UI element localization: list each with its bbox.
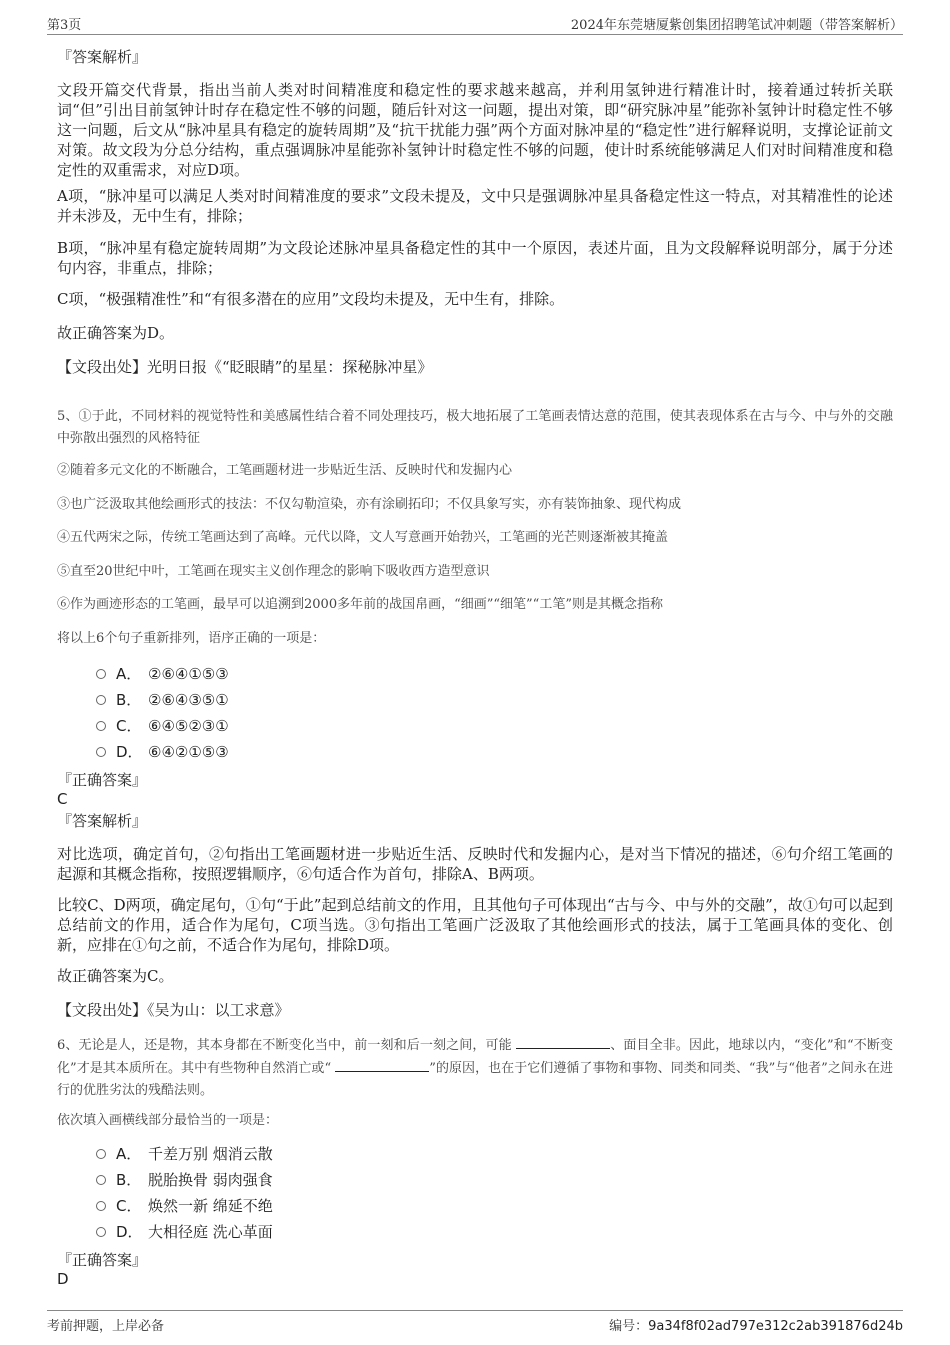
radio-button[interactable] — [96, 721, 106, 731]
q4-analysis-paragraph-1: 文段开篇交代背景，指出当前人类对时间精准度和稳定性的要求越来越高，并利用氢钟进行精准计时，接着通过转折关联词“但”引出目前氢钟计时存在稳定性不够的问题，随后针对这一问题，提出对策，即“研究脉冲星”能弥补氢钟计时稳定性不够这一问题，后文从“脉冲星具有稳定的旋转周期”及“抗干扰能力强”两个方面对脉冲星的“稳定性”进行解释说明，支撑论证前文对策。故文段为分总分结构，重点强调脉冲星能弥补氢钟计时稳定性不够的问题，使计时系统能够满足人们对时间精准度和稳定性的双重需求，对应D项。 — [57, 81, 893, 179]
q5-analysis-label: 『答案解析』 — [57, 812, 148, 830]
q5-sentence-3: ③也广泛汲取其他绘画形式的技法：不仅勾勒渲染，亦有涂刷拓印；不仅具象写实，亦有装饰抽象、现代构成 — [57, 497, 682, 512]
q5-option-a[interactable]: A． ②⑥④①⑤③ — [96, 663, 229, 685]
radio-button[interactable] — [96, 1149, 106, 1159]
answer-blank-2 — [335, 1057, 429, 1072]
q5-correct-answer: C — [57, 790, 68, 808]
document-id: 编号：9a34f8f02ad797e312c2ab391876d24b — [609, 1319, 903, 1334]
q6-option-a[interactable]: A． 千差万别 烟消云散 — [96, 1143, 273, 1165]
q4-source: 【文段出处】光明日报《“眨眼睛”的星星：探秘脉冲星》 — [57, 358, 433, 376]
q6-stem: 6、无论是人，还是物，其本身都在不断变化当中，前一刻和后一刻之间，可能 、面目全非。因此，地球以内，“变化”和“不断变化”才是其本质所在。其中有些物种自然消亡或“ ”的原因，也在于它们遵循了事物和事物、同类和同类、“我”与“他者”之间永在进行的优胜劣汰的残酷法则。 — [57, 1034, 893, 1102]
q4-analysis-label: 『答案解析』 — [57, 48, 148, 66]
q5-option-c[interactable]: C． ⑥④⑤②③① — [96, 715, 229, 737]
q5-conclusion: 故正确答案为C。 — [57, 967, 174, 985]
q4-analysis-paragraph-4: C项，“极强精准性”和“有很多潜在的应用”文段均未提及，无中生有，排除。 — [57, 290, 565, 308]
q6-option-d[interactable]: D． 大相径庭 洗心革面 — [96, 1221, 273, 1243]
page-footer — [47, 1310, 903, 1335]
q6-option-c[interactable]: C． 焕然一新 绵延不绝 — [96, 1195, 273, 1217]
q6-option-b[interactable]: B． 脱胎换骨 弱肉强食 — [96, 1169, 273, 1191]
radio-button[interactable] — [96, 1227, 106, 1237]
q4-analysis-paragraph-2: A项，“脉冲星可以满足人类对时间精准度的要求”文段未提及，文中只是强调脉冲星具备稳定性这一特点，对其精准性的论述并未涉及，无中生有，排除； — [57, 187, 893, 225]
q5-correct-answer-label: 『正确答案』 — [57, 771, 148, 789]
document-title: 2024年东莞塘厦紫创集团招聘笔试冲刺题（带答案解析） — [570, 18, 903, 33]
q5-sentence-6: ⑥作为画迹形态的工笔画，最早可以追溯到2000多年前的战国帛画，“细画”“细笔”“工笔”则是其概念指称 — [57, 597, 663, 612]
footer-slogan: 考前押题，上岸必备 — [47, 1319, 165, 1334]
answer-blank-1 — [516, 1034, 610, 1049]
q5-source: 【文段出处】《吴为山：以工求意》 — [57, 1001, 290, 1019]
radio-button[interactable] — [96, 747, 106, 757]
radio-button[interactable] — [96, 1201, 106, 1211]
q5-sentence-4: ④五代两宋之际，传统工笔画达到了高峰。元代以降，文人写意画开始勃兴，工笔画的光芒则逐渐被其掩盖 — [57, 530, 669, 545]
q4-conclusion: 故正确答案为D。 — [57, 324, 175, 342]
page-number: 第3页 — [47, 18, 82, 33]
q6-prompt: 依次填入画横线部分最恰当的一项是： — [57, 1113, 279, 1128]
radio-button[interactable] — [96, 695, 106, 705]
radio-button[interactable] — [96, 1175, 106, 1185]
q6-correct-answer-label: 『正确答案』 — [57, 1251, 148, 1269]
q5-prompt: 将以上6个句子重新排列，语序正确的一项是： — [57, 631, 326, 646]
page-header — [47, 12, 903, 35]
q5-sentence-2: ②随着多元文化的不断融合，工笔画题材进一步贴近生活、反映时代和发掘内心 — [57, 463, 513, 478]
q5-option-d[interactable]: D． ⑥④②①⑤③ — [96, 741, 229, 763]
q6-correct-answer: D — [57, 1270, 69, 1288]
q5-sentence-5: ⑤直至20世纪中叶，工笔画在现实主义创作理念的影响下吸收西方造型意识 — [57, 564, 490, 579]
q5-option-b[interactable]: B． ②⑥④③⑤① — [96, 689, 229, 711]
q5-analysis-paragraph-2: 比较C、D两项，确定尾句，①句“于此”起到总结前文的作用，且其他句子可体现出“古与今、中与外的交融”，故①句可以起到总结前文的作用，适合作为尾句，C项当选。③句指出工笔画广泛汲取了其他绘画形式的技法，属于工笔画具体的变化、创新，应排在①句之前，不适合作为尾句，排除D项。 — [57, 896, 893, 954]
q5-analysis-paragraph-1: 对比选项，确定首句，②句指出工笔画题材进一步贴近生活、反映时代和发掘内心，是对当下情况的描述，⑥句介绍工笔画的起源和其概念指称，按照逻辑顺序，⑥句适合作为首句，排除A、B两项。 — [57, 845, 893, 883]
radio-button[interactable] — [96, 669, 106, 679]
q5-stem: 5、①于此，不同材料的视觉特性和美感属性结合着不同处理技巧，极大地拓展了工笔画表情达意的范围，使其表现体系在古与今、中与外的交融中弥散出强烈的风格特征 — [57, 409, 893, 446]
q4-analysis-paragraph-3: B项，“脉冲星有稳定旋转周期”为文段论述脉冲星具备稳定性的其中一个原因，表述片面，且为文段解释说明部分，属于分述句内容，非重点，排除； — [57, 239, 893, 277]
